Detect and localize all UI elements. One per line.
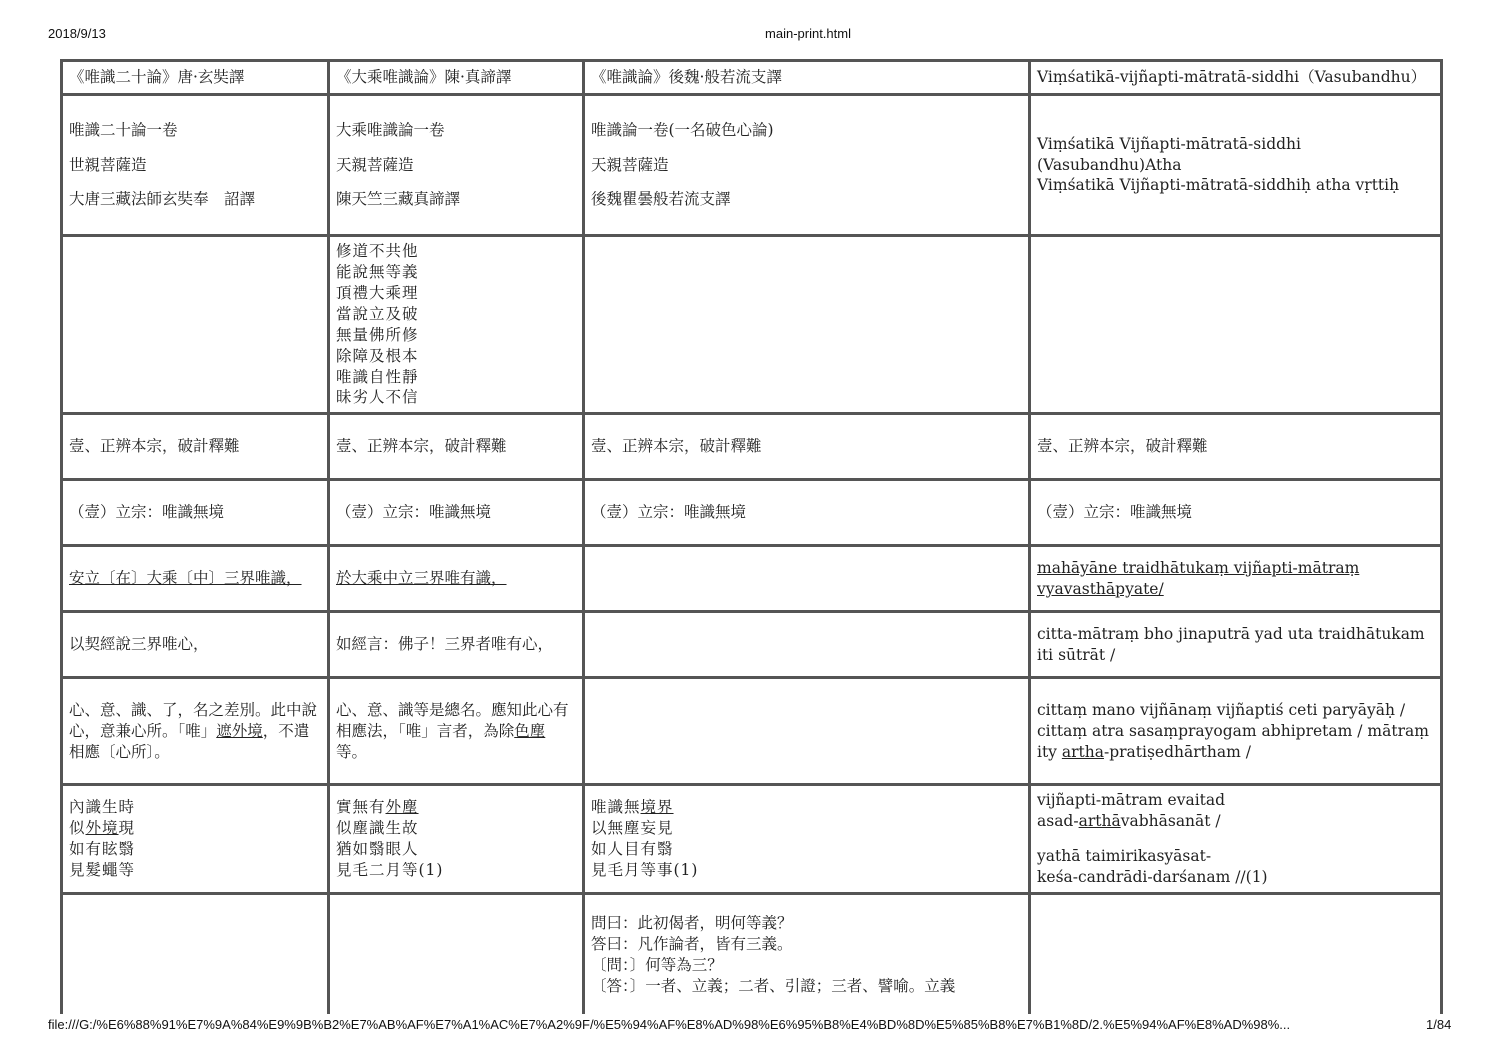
underlined-text: 遮外境 <box>216 721 263 740</box>
verse-line: 內識生時 <box>69 798 136 817</box>
empty-cell <box>1030 236 1442 414</box>
text-line: 答曰：凡作論者，皆有三義。 <box>591 934 793 953</box>
text-line: 問曰：此初偈者，明何等義？ <box>591 914 793 933</box>
text-line: Viṃśatikā Vijñapti-mātratā-siddhi (Vasubandhu)Atha <box>1037 134 1301 174</box>
table-row <box>62 894 1442 1014</box>
homage-verse-zhendi <box>329 236 584 414</box>
table-row <box>62 546 1442 612</box>
intro-cell-boruo <box>584 95 1030 236</box>
scripture-cell-sanskrit: citta-mātraṃ bho jinaputrā yad uta traidhātukam iti sūtrāt / <box>1030 612 1442 678</box>
text-line: 唯識論一卷(一名破色心論) <box>591 120 774 139</box>
verse-line: 猶如翳眼人 <box>336 840 419 859</box>
page-number: 1/84 <box>1426 1017 1452 1032</box>
verse-line: 唯識自性靜 <box>336 367 419 386</box>
verse-line: 實無有外塵 <box>336 798 419 817</box>
intro-cell-zhendi <box>329 95 584 236</box>
verse1-cell-xuanzang <box>62 785 329 894</box>
empty-cell <box>584 678 1030 785</box>
verse1-cell-zhendi <box>329 785 584 894</box>
intro-cell-xuanzang <box>62 95 329 236</box>
verse-line: 昧劣人不信 <box>336 388 419 407</box>
empty-cell <box>584 546 1030 612</box>
empty-cell <box>62 894 329 1014</box>
table-row <box>62 236 1442 414</box>
table-row <box>62 678 1442 785</box>
empty-cell <box>62 236 329 414</box>
verse-line: 見毛月等事(1) <box>591 861 699 880</box>
verse-line: asad-arthāvabhāsanāt / <box>1037 812 1221 831</box>
text-line: 陳天竺三藏真諦譯 <box>336 190 461 209</box>
section-heading: 壹、正辨本宗，破計釋難 <box>584 414 1030 480</box>
subsection-heading: （壹）立宗：唯識無境 <box>329 480 584 546</box>
print-date: 2018/9/13 <box>48 26 106 41</box>
table-row <box>62 95 1442 236</box>
scripture-cell-zhendi: 如經言：佛子！三界者唯有心， <box>329 612 584 678</box>
section-heading: 壹、正辨本宗，破計釋難 <box>329 414 584 480</box>
verse-line: 見毛二月等(1) <box>336 861 444 880</box>
underlined-text: 色塵 <box>514 721 546 740</box>
verse-line: 似外境現 <box>69 819 136 838</box>
verse1-cell-boruo <box>584 785 1030 894</box>
table-row <box>62 480 1442 546</box>
synonyms-cell-sanskrit: cittaṃ mano vijñānaṃ vijñaptiś ceti paryāyāḥ / cittaṃ atra sasaṃprayogam abhipretam / mātraṃ ity artha-pratiṣedhārtham / <box>1030 678 1442 785</box>
text-line: 大乘唯識論一卷 <box>336 120 445 139</box>
synonyms-cell-zhendi: 心、意、識等是總名。應知此心有相應法，「唯」言者，為除色塵等。 <box>329 678 584 785</box>
text-line: 唯識二十論一卷 <box>69 120 178 139</box>
verse-line: yathā taimirikasyāsat- <box>1037 847 1212 866</box>
underlined-text: 安立〔在〕大乘〔中〕三界唯識， <box>69 569 302 588</box>
verse-line: 除障及根本 <box>336 346 419 365</box>
text-line: 〔答：〕一者、立義；二者、引證；三者、譬喻。立義 <box>591 976 956 995</box>
verse-line: 以無塵妄見 <box>591 819 674 838</box>
text-line: 天親菩薩造 <box>336 155 414 174</box>
underlined-text: 於大乘中立三界唯有識， <box>336 569 507 588</box>
column-header-boruo: 《唯識論》後魏·般若流支譯 <box>584 61 1030 95</box>
subsection-heading: （壹）立宗：唯識無境 <box>584 480 1030 546</box>
verse-line: 如有眩翳 <box>69 840 136 859</box>
thesis-cell-xuanzang <box>62 546 329 612</box>
column-header-sanskrit: Viṃśatikā-vijñapti-mātratā-siddhi（Vasubandhu） <box>1030 61 1442 95</box>
scripture-cell-xuanzang: 以契經說三界唯心， <box>62 612 329 678</box>
text-line: 大唐三藏法師玄奘奉 詔譯 <box>69 190 256 209</box>
thesis-cell-zhendi <box>329 546 584 612</box>
parallel-text-table <box>60 59 1443 1014</box>
table-row <box>62 61 1442 95</box>
text-line: 世親菩薩造 <box>69 155 147 174</box>
section-heading: 壹、正辨本宗，破計釋難 <box>62 414 329 480</box>
table-row <box>62 785 1442 894</box>
text-line: 後魏瞿曇般若流支譯 <box>591 190 731 209</box>
text-line: Viṃśatikā Vijñapti-mātratā-siddhiḥ atha vṛttiḥ <box>1037 176 1400 195</box>
subsection-heading: （壹）立宗：唯識無境 <box>62 480 329 546</box>
text-line: 天親菩薩造 <box>591 155 669 174</box>
verse-line: 當說立及破 <box>336 304 419 323</box>
column-header-zhendi: 《大乘唯識論》陳·真諦譯 <box>329 61 584 95</box>
empty-cell <box>1030 894 1442 1014</box>
table-row <box>62 414 1442 480</box>
empty-cell <box>584 236 1030 414</box>
text-line: 〔問：〕何等為三？ <box>591 955 723 974</box>
empty-cell <box>329 894 584 1014</box>
empty-cell <box>584 612 1030 678</box>
section-heading: 壹、正辨本宗，破計釋難 <box>1030 414 1442 480</box>
verse-line: 如人目有翳 <box>591 840 674 859</box>
underlined-text: mahāyāne traidhātukaṃ vijñapti-mātraṃ vyavasthāpyate/ <box>1037 558 1360 598</box>
subsection-heading: （壹）立宗：唯識無境 <box>1030 480 1442 546</box>
thesis-cell-sanskrit <box>1030 546 1442 612</box>
verse-line: 無量佛所修 <box>336 325 419 344</box>
verse-line: 見髮蠅等 <box>69 861 136 880</box>
spacer <box>1037 832 1434 846</box>
qa-cell-boruo <box>584 894 1030 1014</box>
verse-line: 能說無等義 <box>336 262 419 281</box>
verse-line: 似塵識生故 <box>336 819 419 838</box>
intro-cell-sanskrit <box>1030 95 1442 236</box>
verse-line: keśa-candrādi-darśanam //(1) <box>1037 868 1268 887</box>
synonyms-cell-xuanzang: 心、意、識、了，名之差別。此中說心，意兼心所。「唯」遮外境，不遣相應〔心所〕。 <box>62 678 329 785</box>
verse-line: 頂禮大乘理 <box>336 283 419 302</box>
verse1-cell-sanskrit <box>1030 785 1442 894</box>
table-row <box>62 612 1442 678</box>
file-url: file:///G:/%E6%88%91%E7%9A%84%E9%9B%B2%E7%AB%AF%E7%A1%AC%E7%A2%9F/%E5%94%AF%E8%AD%98%E6%95%B8%E4%BD%8D%E5%85%B8%E7%B1%8D/2.%E5%94%AF%E8%AD%98%... <box>48 1017 1291 1032</box>
column-header-xuanzang: 《唯識二十論》唐·玄奘譯 <box>62 61 329 95</box>
verse-line: vijñapti-mātram evaitad <box>1037 791 1226 810</box>
verse-line: 修道不共他 <box>336 242 419 260</box>
verse-line: 唯識無境界 <box>591 798 674 817</box>
document-title: main-print.html <box>765 26 851 41</box>
underlined-text: artha <box>1061 742 1104 761</box>
